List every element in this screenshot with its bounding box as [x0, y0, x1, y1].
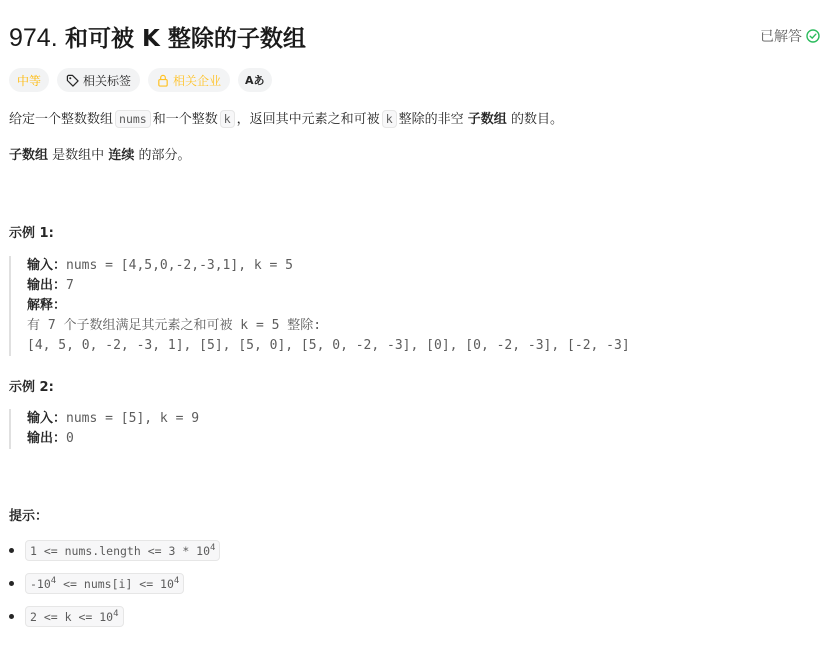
solved-label: 已解答 [760, 29, 802, 45]
hint-code [25, 573, 184, 594]
lock-icon [157, 74, 169, 87]
hint-text: 2 <= k <= 10 [30, 609, 114, 624]
solved-status [760, 26, 820, 46]
input-label: 输入： [27, 258, 67, 273]
inline-code: k [382, 110, 397, 128]
tag-icon [66, 74, 79, 87]
related-tags-button[interactable] [57, 68, 140, 92]
page-title[interactable] [9, 22, 306, 55]
description-paragraph-2 [9, 145, 190, 167]
hint-item [9, 540, 220, 561]
output-label: 输出： [27, 431, 67, 446]
explain-line-1: 有 7 个子数组满足其元素之和可被 k = 5 整除: [27, 318, 322, 333]
bullet [9, 548, 14, 553]
input-label: 输入： [27, 411, 67, 426]
difficulty-badge[interactable] [9, 68, 49, 92]
bullet [9, 581, 14, 586]
hint-code [25, 606, 124, 627]
example-1-title: 示例 1: [9, 226, 54, 241]
desc-bold: 子数组 [467, 112, 507, 127]
example-output: 7 [66, 278, 74, 293]
hint-text: <= nums[i] <= 10 [56, 576, 174, 591]
example-input: nums = [5], k = 9 [66, 411, 200, 426]
explain-label: 解释： [27, 298, 67, 313]
translate-icon: Aあ [245, 74, 265, 87]
desc-text: 和一个整数 [152, 112, 218, 127]
inline-code: nums [115, 110, 151, 128]
desc-text: 是数组中 [52, 148, 105, 163]
hint-code [25, 540, 220, 561]
translate-button[interactable] [238, 68, 272, 92]
hint-sup: 4 [113, 609, 119, 619]
hint-text: 1 <= nums.length <= 3 * 10 [30, 543, 211, 558]
check-circle-icon [806, 29, 820, 43]
title-row [9, 22, 820, 54]
hint-text: -10 [30, 576, 51, 591]
example-input: nums = [4,5,0,-2,-3,1], k = 5 [66, 258, 293, 273]
desc-text: 的部分。 [138, 148, 191, 163]
hint-item [9, 573, 184, 594]
hint-item [9, 606, 124, 627]
tag-row [9, 68, 272, 92]
hint-sup: 4 [50, 576, 57, 586]
hint-sup: 4 [210, 543, 216, 553]
desc-text: ，返回其中元素之和可被 [236, 112, 380, 127]
desc-text: 给定一个整数数组 [9, 112, 114, 127]
hint-sup: 4 [173, 576, 180, 586]
desc-bold: 连续 [108, 148, 135, 163]
hints-title: 提示： [9, 509, 49, 524]
explain-line-2: [4, 5, 0, -2, -3, 1], [5], [5, 0], [5, 0, -2, -3], [0], [0, -2, -3], [-2, -3] [27, 338, 630, 353]
desc-text: 整除的非空 [398, 112, 464, 127]
related-tags-label: 相关标签 [83, 73, 132, 88]
example-1-block [9, 256, 630, 356]
example-2-title: 示例 2: [9, 380, 54, 395]
bullet [9, 614, 14, 619]
output-label: 输出： [27, 278, 67, 293]
description-paragraph-1 [9, 108, 563, 131]
example-output: 0 [66, 431, 74, 446]
related-companies-label: 相关企业 [173, 73, 222, 88]
example-2-block [9, 409, 199, 449]
related-companies-button[interactable] [148, 68, 230, 92]
problem-title: 和可被 K 整除的子数组 [64, 26, 306, 52]
desc-bold: 子数组 [9, 148, 49, 163]
inline-code: k [220, 110, 235, 128]
difficulty-label: 中等 [17, 73, 42, 88]
desc-text: 的数目。 [510, 112, 563, 127]
problem-number: 974. [9, 24, 58, 52]
